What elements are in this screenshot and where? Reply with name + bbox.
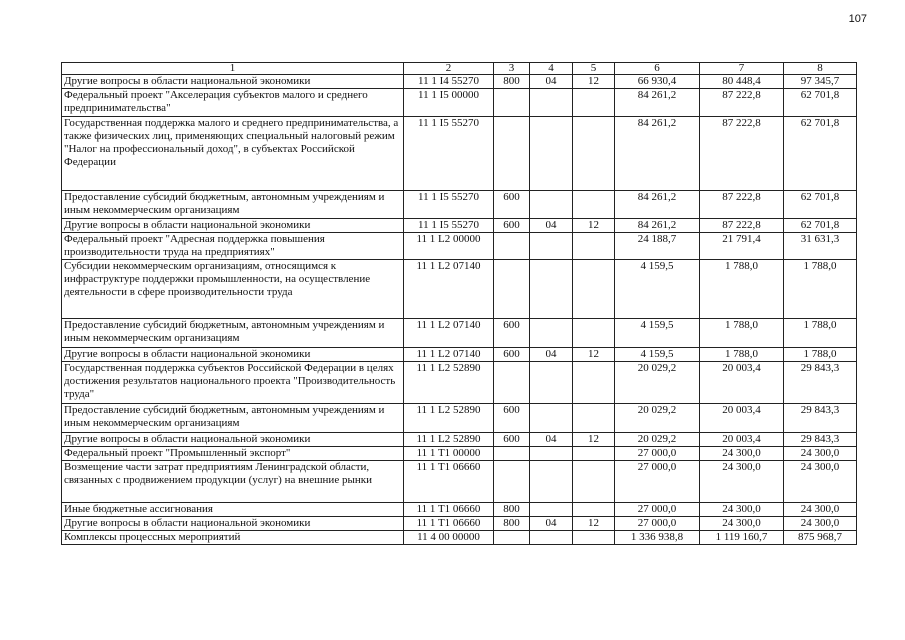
row-value-cell: 20 029,2 <box>615 362 700 404</box>
row-section-cell: 04 <box>530 75 573 89</box>
row-value-cell: 24 300,0 <box>700 447 784 461</box>
column-header: 3 <box>494 63 530 75</box>
row-name-cell: Комплексы процессных мероприятий <box>62 531 404 545</box>
row-name-cell: Предоставление субсидий бюджетным, автономным учреждениям и иным некоммерческим организациям <box>62 404 404 433</box>
row-subsection-cell <box>573 404 615 433</box>
row-code-cell: 11 1 T1 06660 <box>404 517 494 531</box>
table-row <box>62 75 857 89</box>
row-expense-type-cell: 800 <box>494 517 530 531</box>
row-code-cell: 11 1 L2 07140 <box>404 260 494 319</box>
row-code-cell: 11 1 T1 06660 <box>404 503 494 517</box>
row-value-cell: 84 261,2 <box>615 191 700 219</box>
row-section-cell <box>530 447 573 461</box>
row-expense-type-cell <box>494 89 530 117</box>
column-header: 7 <box>700 63 784 75</box>
table-row <box>62 233 857 260</box>
row-subsection-cell <box>573 89 615 117</box>
row-section-cell <box>530 117 573 191</box>
row-section-cell: 04 <box>530 517 573 531</box>
row-expense-type-cell <box>494 233 530 260</box>
table-row <box>62 404 857 433</box>
row-value-cell: 1 788,0 <box>784 348 857 362</box>
row-name-cell: Другие вопросы в области национальной экономики <box>62 219 404 233</box>
row-name-cell: Другие вопросы в области национальной экономики <box>62 517 404 531</box>
row-value-cell: 1 119 160,7 <box>700 531 784 545</box>
row-name-cell: Другие вопросы в области национальной экономики <box>62 75 404 89</box>
row-value-cell: 84 261,2 <box>615 117 700 191</box>
page-number: 107 <box>848 13 867 25</box>
row-expense-type-cell: 600 <box>494 433 530 447</box>
row-value-cell: 20 029,2 <box>615 404 700 433</box>
row-section-cell <box>530 319 573 348</box>
row-value-cell: 29 843,3 <box>784 362 857 404</box>
row-value-cell: 27 000,0 <box>615 461 700 503</box>
row-section-cell: 04 <box>530 433 573 447</box>
row-value-cell: 24 188,7 <box>615 233 700 260</box>
row-value-cell: 20 003,4 <box>700 404 784 433</box>
header-row <box>62 63 857 75</box>
row-subsection-cell <box>573 260 615 319</box>
table-row <box>62 362 857 404</box>
table-row <box>62 503 857 517</box>
row-subsection-cell <box>573 461 615 503</box>
row-value-cell: 27 000,0 <box>615 503 700 517</box>
row-subsection-cell <box>573 319 615 348</box>
row-code-cell: 11 1 L2 07140 <box>404 348 494 362</box>
row-name-cell: Другие вопросы в области национальной экономики <box>62 348 404 362</box>
row-expense-type-cell: 600 <box>494 219 530 233</box>
row-value-cell: 27 000,0 <box>615 447 700 461</box>
row-value-cell: 4 159,5 <box>615 319 700 348</box>
row-subsection-cell <box>573 117 615 191</box>
row-section-cell <box>530 362 573 404</box>
row-name-cell: Возмещение части затрат предприятиям Ленинградской области, связанных с продвижением продукции (услуг) на внешние рынки <box>62 461 404 503</box>
row-expense-type-cell <box>494 461 530 503</box>
row-expense-type-cell <box>494 117 530 191</box>
budget-table <box>61 62 857 545</box>
row-code-cell: 11 1 I5 55270 <box>404 191 494 219</box>
column-header: 8 <box>784 63 857 75</box>
row-section-cell <box>530 503 573 517</box>
row-expense-type-cell <box>494 531 530 545</box>
row-value-cell: 4 159,5 <box>615 348 700 362</box>
row-section-cell <box>530 531 573 545</box>
row-section-cell: 04 <box>530 348 573 362</box>
row-code-cell: 11 1 I5 55270 <box>404 219 494 233</box>
row-value-cell: 24 300,0 <box>784 461 857 503</box>
row-value-cell: 1 788,0 <box>700 260 784 319</box>
row-section-cell <box>530 404 573 433</box>
column-header: 6 <box>615 63 700 75</box>
row-value-cell: 62 701,8 <box>784 117 857 191</box>
row-value-cell: 24 300,0 <box>700 503 784 517</box>
table-row <box>62 260 857 319</box>
row-value-cell: 24 300,0 <box>784 447 857 461</box>
row-section-cell: 04 <box>530 219 573 233</box>
row-value-cell: 1 336 938,8 <box>615 531 700 545</box>
table-row <box>62 319 857 348</box>
row-value-cell: 1 788,0 <box>784 260 857 319</box>
row-value-cell: 80 448,4 <box>700 75 784 89</box>
column-header: 4 <box>530 63 573 75</box>
row-code-cell: 11 1 T1 06660 <box>404 461 494 503</box>
row-name-cell: Федеральный проект "Промышленный экспорт" <box>62 447 404 461</box>
row-expense-type-cell <box>494 447 530 461</box>
row-value-cell: 21 791,4 <box>700 233 784 260</box>
row-value-cell: 20 029,2 <box>615 433 700 447</box>
row-name-cell: Государственная поддержка субъектов Российской Федерации в целях достижения результатов национального проекта "Производительность труда" <box>62 362 404 404</box>
row-name-cell: Государственная поддержка малого и среднего предпринимательства, а также физических лиц, применяющих специальный налоговый режим "Налог на профессиональный доход", в субъектах Российской Федерации <box>62 117 404 191</box>
row-subsection-cell: 12 <box>573 219 615 233</box>
row-expense-type-cell: 600 <box>494 348 530 362</box>
row-subsection-cell: 12 <box>573 517 615 531</box>
row-code-cell: 11 1 L2 52890 <box>404 433 494 447</box>
row-section-cell <box>530 89 573 117</box>
row-expense-type-cell: 800 <box>494 503 530 517</box>
row-name-cell: Иные бюджетные ассигнования <box>62 503 404 517</box>
table-row <box>62 191 857 219</box>
row-value-cell: 66 930,4 <box>615 75 700 89</box>
row-code-cell: 11 1 L2 07140 <box>404 319 494 348</box>
row-subsection-cell <box>573 362 615 404</box>
row-section-cell <box>530 461 573 503</box>
row-value-cell: 62 701,8 <box>784 89 857 117</box>
row-expense-type-cell: 800 <box>494 75 530 89</box>
row-value-cell: 62 701,8 <box>784 191 857 219</box>
row-code-cell: 11 1 I4 55270 <box>404 75 494 89</box>
column-header: 2 <box>404 63 494 75</box>
row-subsection-cell: 12 <box>573 75 615 89</box>
table-row <box>62 219 857 233</box>
row-section-cell <box>530 233 573 260</box>
table-row <box>62 117 857 191</box>
row-name-cell: Предоставление субсидий бюджетным, автономным учреждениям и иным некоммерческим организациям <box>62 191 404 219</box>
row-name-cell: Предоставление субсидий бюджетным, автономным учреждениям и иным некоммерческим организациям <box>62 319 404 348</box>
row-expense-type-cell <box>494 260 530 319</box>
row-value-cell: 87 222,8 <box>700 117 784 191</box>
row-code-cell: 11 1 I5 00000 <box>404 89 494 117</box>
row-value-cell: 1 788,0 <box>700 348 784 362</box>
row-value-cell: 24 300,0 <box>700 517 784 531</box>
row-value-cell: 29 843,3 <box>784 433 857 447</box>
row-value-cell: 84 261,2 <box>615 219 700 233</box>
row-expense-type-cell <box>494 362 530 404</box>
row-value-cell: 87 222,8 <box>700 191 784 219</box>
table-row <box>62 461 857 503</box>
row-subsection-cell <box>573 191 615 219</box>
row-name-cell: Федеральный проект "Акселерация субъектов малого и среднего предпринимательства" <box>62 89 404 117</box>
row-value-cell: 97 345,7 <box>784 75 857 89</box>
table-row <box>62 348 857 362</box>
row-value-cell: 24 300,0 <box>784 517 857 531</box>
row-value-cell: 875 968,7 <box>784 531 857 545</box>
row-code-cell: 11 1 L2 00000 <box>404 233 494 260</box>
table-row <box>62 447 857 461</box>
table-row <box>62 517 857 531</box>
row-expense-type-cell: 600 <box>494 191 530 219</box>
row-value-cell: 29 843,3 <box>784 404 857 433</box>
row-code-cell: 11 1 T1 00000 <box>404 447 494 461</box>
row-value-cell: 87 222,8 <box>700 219 784 233</box>
row-value-cell: 20 003,4 <box>700 433 784 447</box>
row-section-cell <box>530 191 573 219</box>
row-code-cell: 11 1 L2 52890 <box>404 362 494 404</box>
row-value-cell: 84 261,2 <box>615 89 700 117</box>
row-expense-type-cell: 600 <box>494 319 530 348</box>
row-value-cell: 27 000,0 <box>615 517 700 531</box>
row-value-cell: 24 300,0 <box>784 503 857 517</box>
row-code-cell: 11 4 00 00000 <box>404 531 494 545</box>
row-value-cell: 20 003,4 <box>700 362 784 404</box>
row-value-cell: 4 159,5 <box>615 260 700 319</box>
row-code-cell: 11 1 I5 55270 <box>404 117 494 191</box>
row-code-cell: 11 1 L2 52890 <box>404 404 494 433</box>
row-value-cell: 1 788,0 <box>700 319 784 348</box>
row-name-cell: Субсидии некоммерческим организациям, относящимся к инфраструктуре поддержки промышленности, на осуществление деятельности в сфере производительности труда <box>62 260 404 319</box>
row-name-cell: Федеральный проект "Адресная поддержка повышения производительности труда на предприятиях" <box>62 233 404 260</box>
column-header: 1 <box>62 63 404 75</box>
row-subsection-cell: 12 <box>573 433 615 447</box>
row-value-cell: 62 701,8 <box>784 219 857 233</box>
row-expense-type-cell: 600 <box>494 404 530 433</box>
row-subsection-cell <box>573 447 615 461</box>
row-value-cell: 1 788,0 <box>784 319 857 348</box>
row-value-cell: 31 631,3 <box>784 233 857 260</box>
column-header: 5 <box>573 63 615 75</box>
row-subsection-cell <box>573 531 615 545</box>
row-subsection-cell <box>573 233 615 260</box>
row-subsection-cell <box>573 503 615 517</box>
row-value-cell: 87 222,8 <box>700 89 784 117</box>
row-name-cell: Другие вопросы в области национальной экономики <box>62 433 404 447</box>
row-section-cell <box>530 260 573 319</box>
table-row <box>62 433 857 447</box>
row-subsection-cell: 12 <box>573 348 615 362</box>
table-row <box>62 531 857 545</box>
table-row <box>62 89 857 117</box>
row-value-cell: 24 300,0 <box>700 461 784 503</box>
table-body <box>62 75 857 545</box>
